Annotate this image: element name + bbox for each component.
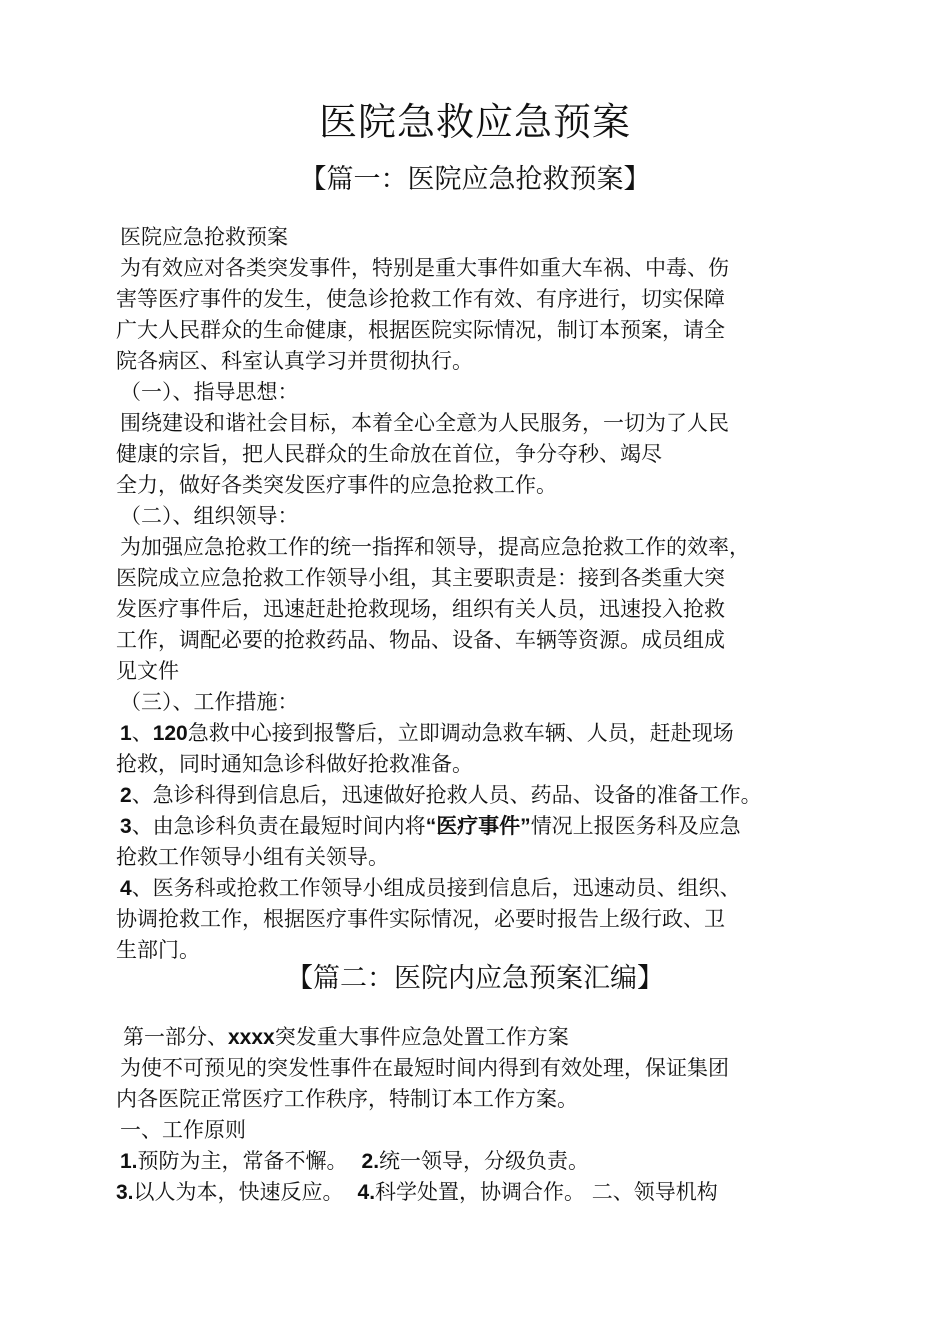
measure-item-1 — [120, 718, 734, 749]
paragraph-line: 工作，调配必要的抢救药品、物品、设备、车辆等资源。成员组成 — [116, 628, 725, 652]
subheading-organization: （二）、组织领导： — [120, 504, 299, 528]
paragraph-line: 生部门。 — [116, 938, 200, 962]
principles-row-2 — [116, 1177, 718, 1208]
section-1-heading: 【篇一：医院应急抢救预案】 — [299, 164, 651, 195]
paragraph-line: 全力，做好各类突发医疗事件的应急抢救工作。 — [116, 473, 557, 497]
item-text: 预防为主，常备不懈。 — [137, 1149, 348, 1173]
subheading-measures: （三）、工作措施： — [120, 690, 299, 714]
item-text: 、医务科或抢救工作领导小组成员接到信息后，迅速动员、组织、 — [131, 876, 741, 900]
paragraph-line: 为使不可预见的突发性事件在最短时间内得到有效处理，保证集团 — [120, 1056, 729, 1080]
paragraph-line: 内各医院正常医疗工作秩序，特制订本工作方案。 — [116, 1087, 578, 1111]
principles-row-1 — [120, 1146, 589, 1177]
measure-item-2 — [120, 780, 762, 811]
paragraph-line: 协调抢救工作，根据医疗事件实际情况，必要时报告上级行政、卫 — [116, 907, 725, 931]
paragraph-line: 抢救，同时通知急诊科做好抢救准备。 — [116, 752, 473, 776]
paragraph-line: 为有效应对各类突发事件，特别是重大事件如重大车祸、中毒、伤 — [120, 256, 729, 280]
placeholder-name: xxxx — [228, 1026, 275, 1049]
part-title: 突发重大事件应急处置工作方案 — [274, 1025, 569, 1049]
item-number: 4. — [357, 1181, 376, 1204]
item-number: 1. — [120, 1150, 138, 1173]
quoted-term: “医疗事件” — [425, 815, 531, 838]
item-text: 、急诊科得到信息后，迅速做好抢救人员、药品、设备的准备工作。 — [131, 783, 762, 807]
item-number: 2. — [361, 1150, 380, 1173]
paragraph-line: 院各病区、科室认真学习并贯彻执行。 — [116, 349, 473, 373]
part-heading — [123, 1022, 569, 1053]
paragraph-line: 医院成立应急抢救工作领导小组，其主要职责是：接到各类重大突 — [116, 566, 725, 590]
paragraph-line: 为加强应急抢救工作的统一指挥和领导，提高应急抢救工作的效率， — [120, 535, 750, 559]
measure-item-3 — [120, 811, 741, 842]
item-text: 科学处置，协调合作。 二、领导机构 — [375, 1180, 718, 1204]
part-label: 第一部分、 — [123, 1025, 228, 1049]
item-text: 、由急诊科负责在最短时间内将 — [131, 814, 426, 838]
paragraph-line: 医院应急抢救预案 — [120, 225, 288, 249]
document-title: 医院急救应急预案 — [318, 100, 631, 144]
item-text: 情况上报医务科及应急 — [530, 814, 741, 838]
measure-item-4 — [120, 873, 741, 904]
paragraph-line: 抢救工作领导小组有关领导。 — [116, 845, 389, 869]
emergency-number: 120 — [152, 722, 188, 745]
item-text: 以人为本，快速反应。 — [133, 1180, 344, 1204]
item-number: 4 — [120, 877, 132, 900]
paragraph-line: 围绕建设和谐社会目标，本着全心全意为人民服务，一切为了人民 — [120, 411, 729, 435]
item-number: 3. — [116, 1181, 134, 1204]
subheading-principles: 一、工作原则 — [120, 1118, 246, 1142]
item-number: 1 — [120, 722, 132, 745]
paragraph-line: 见文件 — [116, 659, 179, 683]
paragraph-line: 健康的宗旨，把人民群众的生命放在首位，争分夺秒、竭尽 — [116, 442, 662, 466]
item-text: 急救中心接到报警后，立即调动急救车辆、人员，赶赴现场 — [187, 721, 734, 745]
item-number: 3 — [120, 815, 132, 838]
paragraph-line: 广大人民群众的生命健康，根据医院实际情况，制订本预案，请全 — [116, 318, 725, 342]
paragraph-line: 发医疗事件后，迅速赶赴抢救现场，组织有关人员，迅速投入抢救 — [116, 597, 725, 621]
item-number: 2 — [120, 784, 132, 807]
subheading-guiding-ideology: （一）、指导思想： — [120, 380, 299, 404]
section-2-heading: 【篇二：医院内应急预案汇编】 — [286, 963, 664, 994]
item-text: 、 — [131, 721, 153, 745]
paragraph-line: 害等医疗事件的发生，使急诊抢救工作有效、有序进行，切实保障 — [116, 287, 725, 311]
item-text: 统一领导，分级负责。 — [379, 1149, 590, 1173]
